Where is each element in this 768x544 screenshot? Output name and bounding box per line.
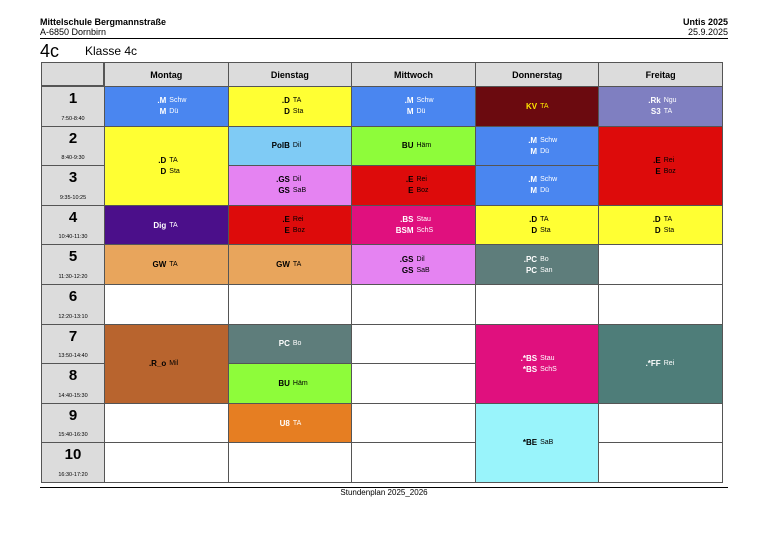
lesson-block[interactable] [228,205,353,246]
period-time: 16:30-17:20 [58,471,88,478]
lesson-line [506,101,568,112]
lesson-block[interactable] [228,244,353,285]
lesson-line [259,185,321,196]
lesson-teacher: Rei [416,176,427,184]
lesson-subject: *BS [522,364,538,374]
lesson-block[interactable] [475,86,600,127]
period-number: 3 [68,169,78,187]
lesson-block[interactable] [228,86,353,127]
lesson-subject: GS [401,265,414,275]
period-number: 4 [68,208,78,226]
lesson-teacher: TA [169,261,178,269]
lesson-teacher: Sta [169,167,180,175]
period-number: 6 [68,288,78,305]
lesson-line [135,106,197,117]
lesson-subject: PolB [271,141,290,151]
lesson-block[interactable] [228,126,353,167]
day-header-freitag: Freitag [598,62,723,87]
lesson-subject: .M [528,175,538,185]
lesson-line [506,265,568,276]
lesson-subject: .GS [276,175,290,185]
period-number: 5 [68,248,78,266]
lesson-subject: M [406,107,414,117]
lesson-line [382,106,444,117]
lesson-line [630,155,692,166]
empty-slot [104,442,229,483]
lesson-subject: BU [278,378,290,388]
lesson-block[interactable] [104,324,229,404]
lesson-line [135,259,197,270]
lesson-subject: E [284,226,290,236]
empty-slot [598,244,723,285]
lesson-block[interactable] [351,165,476,206]
lesson-teacher: SaB [292,187,307,195]
empty-slot [351,324,476,365]
period-header-3 [41,165,105,206]
lesson-subject: .M [404,96,414,106]
lesson-subject: .Rk [648,96,661,106]
lesson-subject: .E [282,215,290,225]
period-header-4 [41,205,105,246]
lesson-line [630,225,692,236]
lesson-subject: D [160,166,167,176]
lesson-line [259,214,321,225]
lesson-line [506,353,568,364]
day-header-donnerstag: Donnerstag [475,62,600,87]
lesson-line [259,418,321,429]
lesson-subject: KV [525,101,538,111]
lesson-line [259,106,321,117]
school-address: A-6850 Dornbirn [40,27,107,37]
school-name: Mittelschule Bergmannstraße [40,17,167,27]
lesson-line [135,155,197,166]
lesson-teacher: Dü [540,187,550,195]
day-header-mittwoch: Mittwoch [351,62,476,87]
lesson-line [630,166,692,177]
period-time: 9:35-10:25 [59,194,87,201]
lesson-teacher: Boz [416,187,429,195]
lesson-subject: .BS [400,215,414,225]
lesson-block[interactable] [475,205,600,246]
lesson-teacher: Rei [663,360,675,368]
print-date: 25.9.2025 [687,27,728,37]
lesson-teacher: San [540,266,553,274]
lesson-teacher: TA [169,156,178,164]
lesson-teacher: Sta [663,227,675,235]
lesson-teacher: Stau [416,216,431,224]
lesson-block[interactable] [598,324,723,404]
lesson-line [135,95,197,106]
lesson-teacher: Dil [292,176,302,184]
lesson-teacher: Schw [169,97,187,105]
period-header-1 [41,86,105,127]
lesson-line [506,225,568,236]
lesson-teacher: Mil [169,360,179,368]
empty-slot [598,403,723,444]
empty-slot [228,284,353,325]
period-time: 10:40-11:30 [58,234,88,241]
empty-slot [598,442,723,483]
period-header-7 [41,324,105,365]
lesson-teacher: Dil [416,255,425,263]
period-number: 2 [68,129,78,147]
lesson-subject: BU [401,141,414,151]
lesson-line [506,185,568,196]
lesson-teacher: Schw [540,136,558,144]
lesson-line [506,174,568,185]
lesson-line [382,140,444,151]
empty-slot [351,284,476,325]
lesson-block[interactable] [104,86,229,127]
lesson-subject: .D [281,96,290,106]
empty-slot [351,363,476,404]
lesson-subject: *BE [522,438,538,448]
lesson-block[interactable] [598,205,723,246]
lesson-block[interactable] [351,244,476,285]
period-number: 9 [68,406,78,424]
lesson-block[interactable] [351,126,476,167]
period-header-6 [41,284,105,325]
period-time: 8:40-9:30 [61,155,85,162]
lesson-line [506,437,568,448]
lesson-block[interactable] [475,165,600,206]
lesson-teacher: TA [540,216,549,224]
lesson-block[interactable] [228,324,353,365]
lesson-teacher: SaB [416,266,430,274]
lesson-line [506,214,568,225]
lesson-subject: GS [278,186,290,196]
lesson-block[interactable] [351,205,476,246]
period-time: 12:20-13:10 [58,313,88,320]
lesson-subject: M [159,107,167,117]
lesson-teacher: SchS [416,227,434,235]
lesson-teacher: TA [169,221,178,229]
lesson-teacher: TA [292,419,302,427]
lesson-teacher: TA [292,97,302,105]
period-header-9 [41,403,105,444]
empty-slot [104,403,229,444]
timetable-grid [41,62,722,482]
lesson-teacher: TA [292,261,302,269]
lesson-teacher: Stau [540,354,555,362]
period-header-2 [41,126,105,167]
period-number: 1 [68,90,78,107]
period-time: 11:30-12:20 [58,273,88,280]
lesson-teacher: Ngu [663,97,677,105]
lesson-line [630,106,692,117]
lesson-teacher: Dil [292,142,302,150]
lesson-teacher: Häm [292,379,308,387]
class-code: 4c [40,41,60,61]
lesson-teacher: Häm [416,142,432,150]
lesson-line [259,95,321,106]
lesson-subject: D [531,226,538,236]
day-header-dienstag: Dienstag [228,62,353,87]
lesson-block[interactable] [228,363,353,404]
lesson-teacher: TA [540,102,549,110]
lesson-subject: PC [278,339,290,349]
lesson-line [506,364,568,375]
lesson-line [259,378,321,389]
lesson-teacher: Rei [292,216,304,224]
lesson-teacher: Boz [292,227,305,235]
lesson-block[interactable] [475,244,600,285]
lesson-subject: .D [652,215,661,225]
period-header-8 [41,363,105,404]
lesson-teacher: Dü [169,108,179,116]
period-number: 7 [68,327,78,345]
lesson-subject: .D [529,215,538,225]
period-time: 7:50-8:40 [61,115,85,122]
lesson-block[interactable] [475,324,600,404]
lesson-subject: U8 [279,418,290,428]
lesson-line [506,254,568,265]
lesson-line [135,166,197,177]
lesson-line [382,185,444,196]
period-header-10 [41,442,105,483]
lesson-block[interactable] [104,126,229,206]
lesson-subject: .E [405,175,414,185]
lesson-teacher: Schw [416,97,434,105]
lesson-subject: BSM [395,226,414,236]
lesson-line [506,146,568,157]
lesson-subject: .R_o [148,359,167,369]
lesson-line [630,214,692,225]
lesson-line [382,254,444,265]
lesson-teacher: Sta [540,227,551,235]
lesson-teacher: Boz [663,167,676,175]
lesson-line [259,259,321,270]
lesson-subject: .*BS [520,353,538,363]
lesson-subject: M [530,146,538,156]
lesson-teacher: Bo [292,340,302,348]
period-time: 14:40-15:30 [58,392,88,399]
lesson-subject: Dig [153,220,167,230]
lesson-line [259,338,321,349]
lesson-line [382,265,444,276]
lesson-line [382,225,444,236]
lesson-block[interactable] [228,165,353,206]
day-header-montag: Montag [104,62,229,87]
lesson-line [630,95,692,106]
lesson-subject: .M [528,135,538,145]
lesson-block[interactable] [598,126,723,206]
lesson-teacher: Dü [540,147,550,155]
lesson-line [259,140,321,151]
period-number: 8 [68,367,78,385]
lesson-line [259,174,321,185]
lesson-subject: S3 [650,107,661,117]
lesson-subject: .PC [523,254,538,264]
lesson-subject: D [284,107,290,117]
lesson-teacher: SchS [540,365,557,373]
period-header-5 [41,244,105,285]
lesson-block[interactable] [475,126,600,167]
lesson-block[interactable] [351,86,476,127]
empty-slot [351,442,476,483]
lesson-line [506,135,568,146]
lesson-block[interactable] [104,244,229,285]
lesson-subject: GW [152,260,167,270]
lesson-subject: .*FF [645,359,661,369]
period-time: 15:40-16:30 [58,432,88,439]
lesson-teacher: SaB [540,439,554,447]
footer-label: Stundenplan 2025_2026 [340,488,428,497]
class-name: Klasse 4c [85,44,138,58]
lesson-teacher: Bo [540,255,549,263]
lesson-line [135,220,197,231]
lesson-line [259,225,321,236]
empty-slot [475,284,600,325]
lesson-subject: GW [276,260,290,270]
lesson-line [382,174,444,185]
period-number: 10 [64,446,82,464]
lesson-line [382,95,444,106]
lesson-subject: .GS [399,254,414,264]
lesson-line [382,214,444,225]
lesson-subject: E [655,166,661,176]
lesson-teacher: Rei [663,156,675,164]
empty-slot [598,284,723,325]
lesson-line [630,358,692,369]
lesson-subject: .M [157,96,167,106]
lesson-block[interactable] [228,403,353,444]
lesson-block[interactable] [475,403,600,483]
period-time: 13:50-14:40 [58,353,88,360]
lesson-block[interactable] [598,86,723,127]
header-divider [40,38,728,39]
lesson-teacher: TA [663,216,673,224]
lesson-subject: E [408,186,414,196]
lesson-line [135,358,197,369]
software-version: Untis 2025 [682,17,728,27]
empty-slot [228,442,353,483]
empty-slot [104,284,229,325]
lesson-subject: .E [653,155,661,165]
lesson-teacher: Dü [416,108,426,116]
lesson-subject: M [530,186,538,196]
lesson-block[interactable] [104,205,229,246]
lesson-subject: .D [158,155,167,165]
grid-corner [41,62,104,86]
lesson-subject: PC [525,265,538,275]
empty-slot [351,403,476,444]
lesson-subject: D [654,226,661,236]
lesson-teacher: TA [663,108,673,116]
lesson-teacher: Schw [540,176,558,184]
lesson-teacher: Sta [292,108,304,116]
